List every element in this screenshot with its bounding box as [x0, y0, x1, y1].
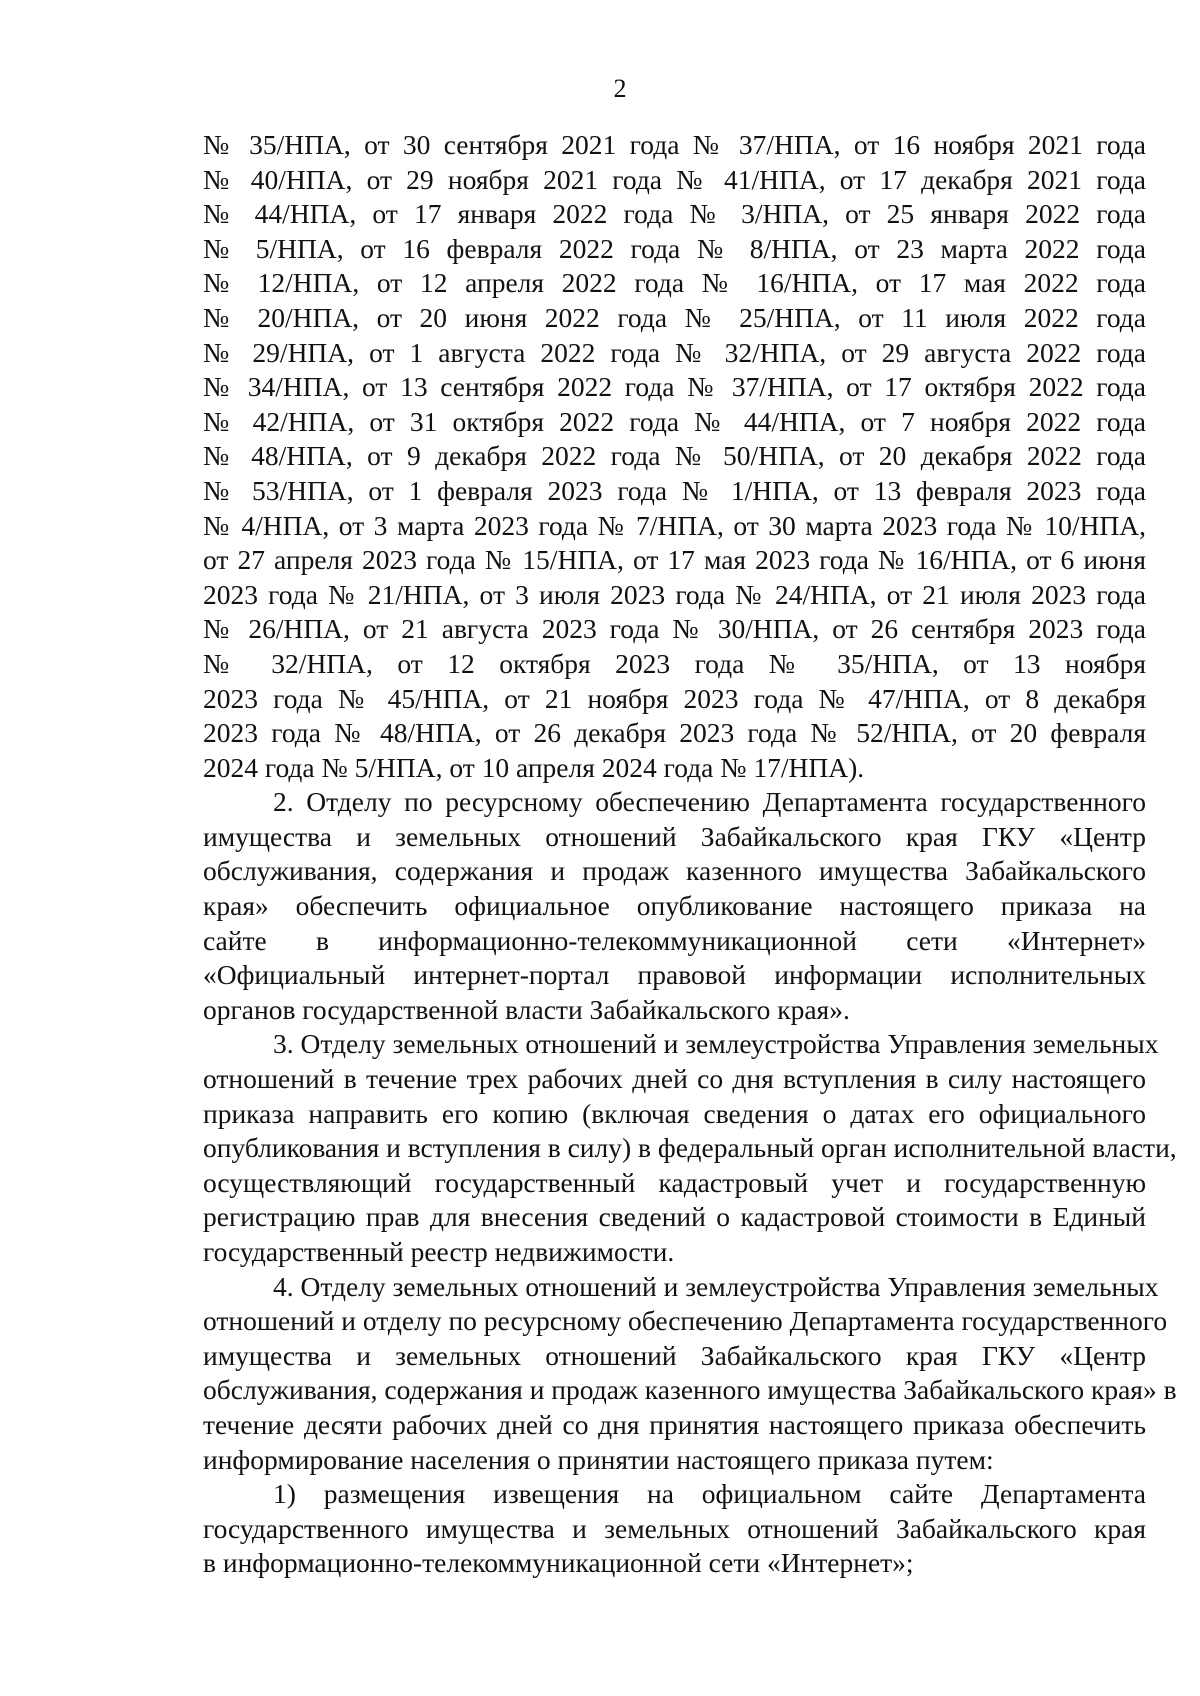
text-line: «Официальный интернет-портал правовой информации исполнительных [203, 959, 1146, 991]
text-line: 2024 года № 5/НПА, от 10 апреля 2024 года № 17/НПА). [203, 751, 865, 783]
text-line: отношений в течение трех рабочих дней со дня вступления в силу настоящего [203, 1063, 1146, 1095]
text-line: № 29/НПА, от 1 августа 2022 года № 32/НПА, от 29 августа 2022 года [203, 336, 1146, 368]
text-line: края» обеспечить официальное опубликование настоящего приказа на [203, 890, 1146, 922]
text-line: сайте в информационно-телекоммуникационной сети «Интернет» [203, 924, 1146, 956]
text-line: 3. Отделу земельных отношений и землеустройства Управления земельных [273, 1028, 1159, 1060]
page-number: 2 [613, 74, 627, 103]
text-line: № 53/НПА, от 1 февраля 2023 года № 1/НПА, от 13 февраля 2023 года [203, 474, 1146, 506]
document-body [203, 128, 1177, 1581]
text-line: приказа направить его копию (включая сведения о датах его официального [203, 1097, 1146, 1129]
text-line: регистрацию прав для внесения сведений о кадастровой стоимости в Единый [203, 1201, 1146, 1233]
text-line: в информационно-телекоммуникационной сети «Интернет»; [203, 1547, 914, 1579]
text-line: осуществляющий государственный кадастровый учет и государственную [203, 1166, 1146, 1198]
text-line: государственный реестр недвижимости. [203, 1236, 675, 1267]
text-line: № 4/НПА, от 3 марта 2023 года № 7/НПА, от 30 марта 2023 года № 10/НПА, [203, 509, 1146, 541]
text-line: № 32/НПА, от 12 октября 2023 года № 35/НПА, от 13 ноября [203, 647, 1146, 679]
text-line: № 34/НПА, от 13 сентября 2022 года № 37/НПА, от 17 октября 2022 года [203, 371, 1146, 403]
text-line: № 40/НПА, от 29 ноября 2021 года № 41/НПА, от 17 декабря 2021 года [203, 163, 1146, 195]
text-line: № 42/НПА, от 31 октября 2022 года № 44/НПА, от 7 ноября 2022 года [203, 405, 1146, 437]
text-line: государственного имущества и земельных отношений Забайкальского края [203, 1512, 1146, 1544]
text-line: имущества и земельных отношений Забайкальского края ГКУ «Центр [203, 820, 1146, 852]
paragraph-item-3 [203, 1027, 1177, 1269]
text-line: отношений и отделу по ресурсному обеспечению Департамента государственного [203, 1305, 1168, 1337]
text-line: течение десяти рабочих дней со дня принятия настоящего приказа обеспечить [203, 1408, 1146, 1440]
text-line: обслуживания, содержания и продаж казенного имущества Забайкальского [203, 855, 1146, 887]
text-line: № 26/НПА, от 21 августа 2023 года № 30/НПА, от 26 сентября 2023 года [203, 613, 1146, 645]
text-line: обслуживания, содержания и продаж казенного имущества Забайкальского края» в [203, 1374, 1177, 1406]
paragraph-item-4-1 [203, 1477, 1146, 1581]
text-line: № 48/НПА, от 9 декабря 2022 года № 50/НПА, от 20 декабря 2022 года [203, 440, 1146, 472]
text-line: № 35/НПА, от 30 сентября 2021 года № 37/НПА, от 16 ноября 2021 года [203, 129, 1146, 160]
paragraph-list [203, 128, 1146, 785]
text-line: опубликования и вступления в силу) в федеральный орган исполнительной власти, [203, 1132, 1177, 1164]
text-line: 2023 года № 48/НПА, от 26 декабря 2023 года № 52/НПА, от 20 февраля [203, 717, 1146, 749]
text-line: № 12/НПА, от 12 апреля 2022 года № 16/НПА, от 17 мая 2022 года [203, 267, 1146, 299]
text-line: № 20/НПА, от 20 июня 2022 года № 25/НПА, от 11 июля 2022 года [203, 301, 1146, 333]
text-line: от 27 апреля 2023 года № 15/НПА, от 17 мая 2023 года № 16/НПА, от 6 июня [203, 544, 1146, 576]
paragraph-item-4 [203, 1270, 1177, 1478]
text-line: № 5/НПА, от 16 февраля 2022 года № 8/НПА, от 23 марта 2022 года [203, 232, 1146, 264]
text-line: информирование населения о принятии настоящего приказа путем: [203, 1443, 994, 1475]
text-line: 4. Отделу земельных отношений и землеустройства Управления земельных [273, 1270, 1159, 1302]
paragraph-item-2 [203, 785, 1146, 1027]
text-line: 2023 года № 21/НПА, от 3 июля 2023 года № 24/НПА, от 21 июля 2023 года [203, 578, 1146, 610]
text-line: № 44/НПА, от 17 января 2022 года № 3/НПА, от 25 января 2022 года [203, 198, 1146, 230]
text-line: имущества и земельных отношений Забайкальского края ГКУ «Центр [203, 1339, 1146, 1371]
text-line: 2. Отделу по ресурсному обеспечению Департамента государственного [273, 786, 1146, 818]
text-line: органов государственной власти Забайкальского края». [203, 993, 850, 1025]
text-line: 1) размещения извещения на официальном сайте Департамента [273, 1478, 1146, 1510]
text-line: 2023 года № 45/НПА, от 21 ноября 2023 года № 47/НПА, от 8 декабря [203, 682, 1146, 714]
